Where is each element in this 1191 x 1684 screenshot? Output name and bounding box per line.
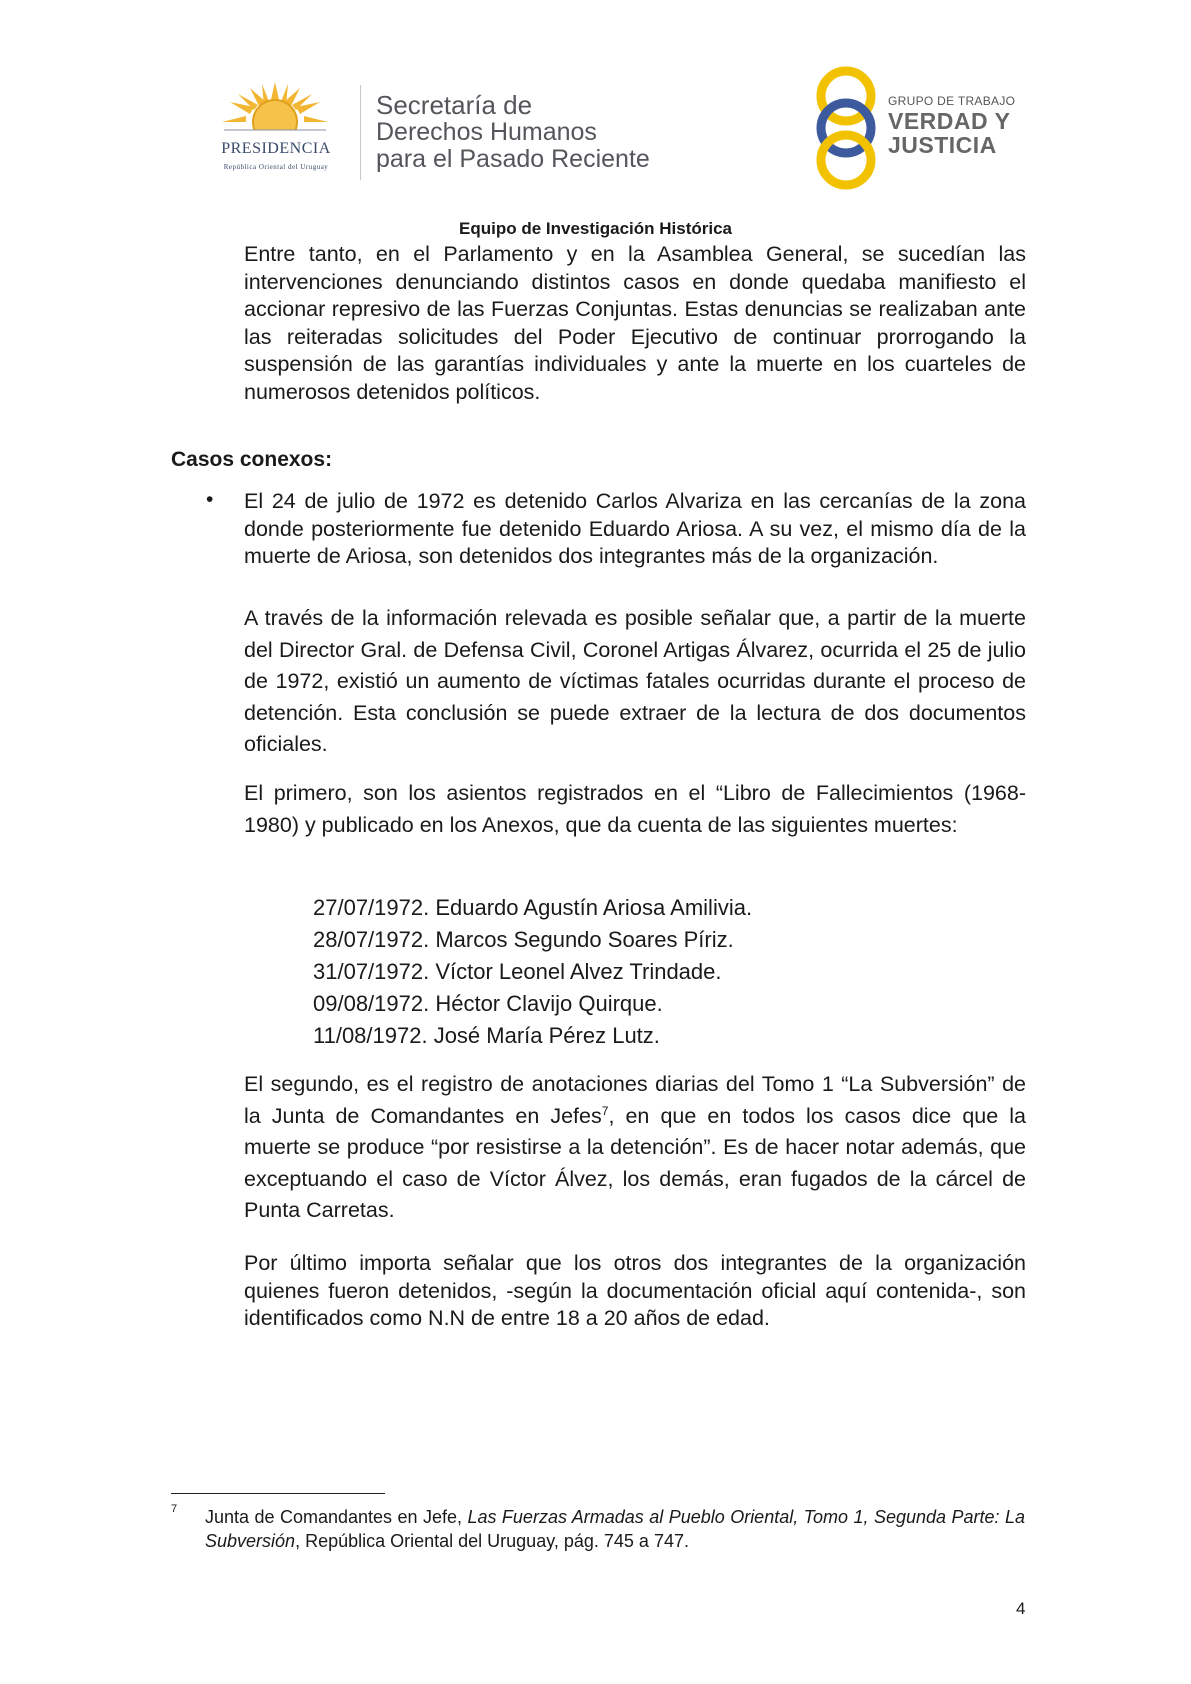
- paragraph-3: El primero, son los asientos registrados en el “Libro de Fallecimientos (1968-1980) y publicado en los Anexos, que da cuenta de las siguientes muertes:: [244, 781, 1026, 837]
- paragraph-4-text-b: , en que en todos los casos dice que la muerte se produce “por resistirse a la detención”. Es de hacer notar además, que exceptuando el caso de Víctor Álvez, los demás, eran fugados de la cárcel de Punta Carretas.: [244, 1103, 1026, 1222]
- grupo-trabajo-logo: [812, 62, 1112, 192]
- presidencia-logo: [196, 80, 356, 180]
- paragraph-2: A través de la información relevada es posible señalar que, a partir de la muerte del Director Gral. de Defensa Civil, Coronel Artigas Álvarez, ocurrida el 25 de julio de 1972, existió un aumento de víctimas fatales ocurridas durante el proceso de detención. Esta conclusión se puede extraer de la lectura de dos documentos oficiales.: [244, 606, 1026, 756]
- secretaria-logo-text: [376, 92, 650, 173]
- bullet-marker: •: [206, 488, 214, 511]
- rings-icon: [812, 62, 892, 192]
- bullet-paragraph: El 24 de julio de 1972 es detenido Carlos Alvariza en las cercanías de la zona donde posteriormente fue detenido Eduardo Ariosa. A su vez, el mismo día de la muerte de Ariosa, son detenidos dos integrantes más de la organización.: [244, 489, 1026, 568]
- deaths-list: [313, 892, 752, 1052]
- footnote-rest: , República Oriental del Uruguay, pág. 745 a 747.: [295, 1531, 689, 1551]
- list-item: 31/07/1972. Víctor Leonel Alvez Trindade.: [313, 959, 722, 984]
- presidencia-name: PRESIDENCIA: [221, 140, 331, 157]
- list-item: 11/08/1972. José María Pérez Lutz.: [313, 1023, 660, 1048]
- footnote-title: Las Fuerzas Armadas al Pueblo Oriental, Tomo 1, Segunda Parte: La Subversión: [205, 1507, 1025, 1551]
- footnote-ref[interactable]: 7: [601, 1103, 609, 1118]
- list-item: 28/07/1972. Marcos Segundo Soares Píriz.: [313, 927, 734, 952]
- grupo-line-2: JUSTICIA: [888, 132, 997, 158]
- list-item: 09/08/1972. Héctor Clavijo Quirque.: [313, 991, 663, 1016]
- grupo-line-1: VERDAD Y: [888, 108, 1011, 134]
- paragraph-4: [244, 1069, 1026, 1227]
- footnote-divider: [171, 1493, 385, 1494]
- section-heading: Casos conexos:: [171, 448, 333, 471]
- footnote-number: 7: [171, 1503, 178, 1515]
- page-header: [0, 0, 1191, 210]
- header-divider: [360, 85, 361, 180]
- footnote-text: [205, 1505, 1025, 1553]
- paragraph-4-text-a: El segundo, es el registro de anotaciones diarias del Tomo 1 “La Subversión” de la Junta de Comandantes en Jefes: [244, 1072, 1026, 1128]
- presidencia-subtitle: República Oriental del Uruguay: [223, 163, 329, 171]
- footnote-author: Junta de Comandantes en Jefe,: [205, 1507, 468, 1527]
- intro-paragraph: Entre tanto, en el Parlamento y en la Asamblea General, se sucedían las intervenciones denunciando distintos casos en donde quedaba manifiesto el accionar represivo de las Fuerzas Conjuntas. Estas denuncias se realizaban ante las reiteradas solicitudes del Poder Ejecutivo de continuar prorrogando la suspensión de las garantías individuales y ante la muerte en los cuarteles de numerosos detenidos políticos.: [244, 242, 1026, 404]
- secretaria-line-3: para el Pasado Reciente: [376, 145, 650, 173]
- secretaria-line-2: Derechos Humanos: [376, 118, 597, 146]
- sun-icon: [220, 80, 330, 142]
- team-title: Equipo de Investigación Histórica: [459, 219, 732, 238]
- page-number: 4: [1016, 1599, 1026, 1618]
- paragraph-5: Por último importa señalar que los otros dos integrantes de la organización quienes fueron detenidos, -según la documentación oficial aquí contenida-, son identificados como N.N de entre 18 a 20 años de edad.: [244, 1251, 1026, 1330]
- secretaria-line-1: Secretaría de: [376, 90, 533, 120]
- grupo-small-text: GRUPO DE TRABAJO: [888, 94, 1016, 108]
- list-item: 27/07/1972. Eduardo Agustín Ariosa Amilivia.: [313, 895, 753, 920]
